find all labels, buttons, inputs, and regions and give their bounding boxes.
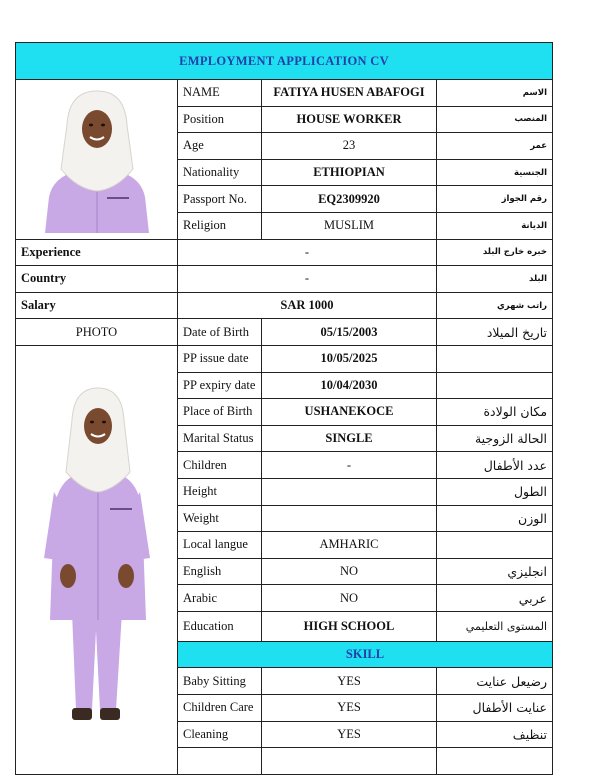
row-label: NAME <box>178 80 262 107</box>
name-value: FATIYA HUSEN ABAFOGI <box>262 80 437 107</box>
row-arabic <box>437 345 553 372</box>
row-arabic: الديانة <box>437 212 553 239</box>
arabic-value: NO <box>262 585 437 612</box>
row-experience <box>16 239 553 266</box>
row-arabic: عربي <box>437 585 553 612</box>
row-name <box>16 80 553 107</box>
row-arabic: الطول <box>437 478 553 505</box>
row-arabic: عدد الأطفال <box>437 452 553 479</box>
row-arabic: عنايت الأطفال <box>437 695 553 722</box>
row-arabic: البلد <box>437 266 553 293</box>
row-arabic <box>437 532 553 559</box>
cv-title: EMPLOYMENT APPLICATION CV <box>16 43 553 80</box>
row-label: Education <box>178 611 262 641</box>
pp-issue-value: 10/05/2025 <box>262 345 437 372</box>
row-arabic: رضيعل عنايت <box>437 668 553 695</box>
row-arabic: المستوى التعليمي <box>437 611 553 641</box>
row-arabic: انجليزي <box>437 558 553 585</box>
religion-value: MUSLIM <box>262 212 437 239</box>
row-arabic: خبره خارج البلد <box>437 239 553 266</box>
row-label: Position <box>178 106 262 133</box>
place-of-birth-value: USHANEKOCE <box>262 399 437 426</box>
row-arabic: مكان الولادة <box>437 399 553 426</box>
row-arabic: الاسم <box>437 80 553 107</box>
education-value: HIGH SCHOOL <box>262 611 437 641</box>
marital-status-value: SINGLE <box>262 425 437 452</box>
nationality-value: ETHIOPIAN <box>262 159 437 186</box>
row-label: Date of Birth <box>178 319 262 346</box>
blank-cell <box>437 748 553 775</box>
row-label: Marital Status <box>178 425 262 452</box>
local-language-value: AMHARIC <box>262 532 437 559</box>
blank-cell <box>178 748 262 775</box>
row-label: Weight <box>178 505 262 532</box>
row-label: PP expiry date <box>178 372 262 399</box>
photo-label: PHOTO <box>16 319 178 346</box>
row-label: Place of Birth <box>178 399 262 426</box>
row-label: Children Care <box>178 695 262 722</box>
row-label: Religion <box>178 212 262 239</box>
english-value: NO <box>262 558 437 585</box>
row-arabic: المنصب <box>437 106 553 133</box>
row-label: English <box>178 558 262 585</box>
row-arabic: تنظيف <box>437 721 553 748</box>
row-salary <box>16 292 553 319</box>
row-label: Passport No. <box>178 186 262 213</box>
salary-value: SAR 1000 <box>178 292 437 319</box>
passport-value: EQ2309920 <box>262 186 437 213</box>
row-label: Local langue <box>178 532 262 559</box>
height-value <box>262 478 437 505</box>
cv-table <box>15 42 553 775</box>
row-label: Children <box>178 452 262 479</box>
row-arabic: عمر <box>437 133 553 160</box>
row-arabic: تاريخ الميلاد <box>437 319 553 346</box>
row-dob <box>16 319 553 346</box>
full-body-photo <box>16 345 178 774</box>
cleaning-value: YES <box>262 721 437 748</box>
row-label: Nationality <box>178 159 262 186</box>
row-label: Experience <box>16 239 178 266</box>
row-arabic: الوزن <box>437 505 553 532</box>
row-label: Height <box>178 478 262 505</box>
row-label: Cleaning <box>178 721 262 748</box>
pp-expiry-value: 10/04/2030 <box>262 372 437 399</box>
blank-cell <box>262 748 437 775</box>
row-label: Salary <box>16 292 178 319</box>
skill-title: SKILL <box>178 641 553 668</box>
dob-value: 05/15/2003 <box>262 319 437 346</box>
position-value: HOUSE WORKER <box>262 106 437 133</box>
experience-value: - <box>178 239 437 266</box>
row-label: Age <box>178 133 262 160</box>
row-arabic <box>437 372 553 399</box>
row-country <box>16 266 553 293</box>
row-arabic: الحالة الزوجية <box>437 425 553 452</box>
children-care-value: YES <box>262 695 437 722</box>
full-body-image <box>32 380 162 740</box>
row-label: Baby Sitting <box>178 668 262 695</box>
weight-value <box>262 505 437 532</box>
row-pp-issue <box>16 345 553 372</box>
headshot-image <box>37 85 157 233</box>
row-arabic: راتب شهري <box>437 292 553 319</box>
row-label: Arabic <box>178 585 262 612</box>
cv-sheet <box>15 42 552 746</box>
age-value: 23 <box>262 133 437 160</box>
baby-sitting-value: YES <box>262 668 437 695</box>
country-value: - <box>178 266 437 293</box>
row-arabic: رقم الجواز <box>437 186 553 213</box>
row-arabic: الجنسية <box>437 159 553 186</box>
headshot-photo <box>16 80 178 240</box>
row-label: Country <box>16 266 178 293</box>
row-label: PP issue date <box>178 345 262 372</box>
children-value: - <box>262 452 437 479</box>
